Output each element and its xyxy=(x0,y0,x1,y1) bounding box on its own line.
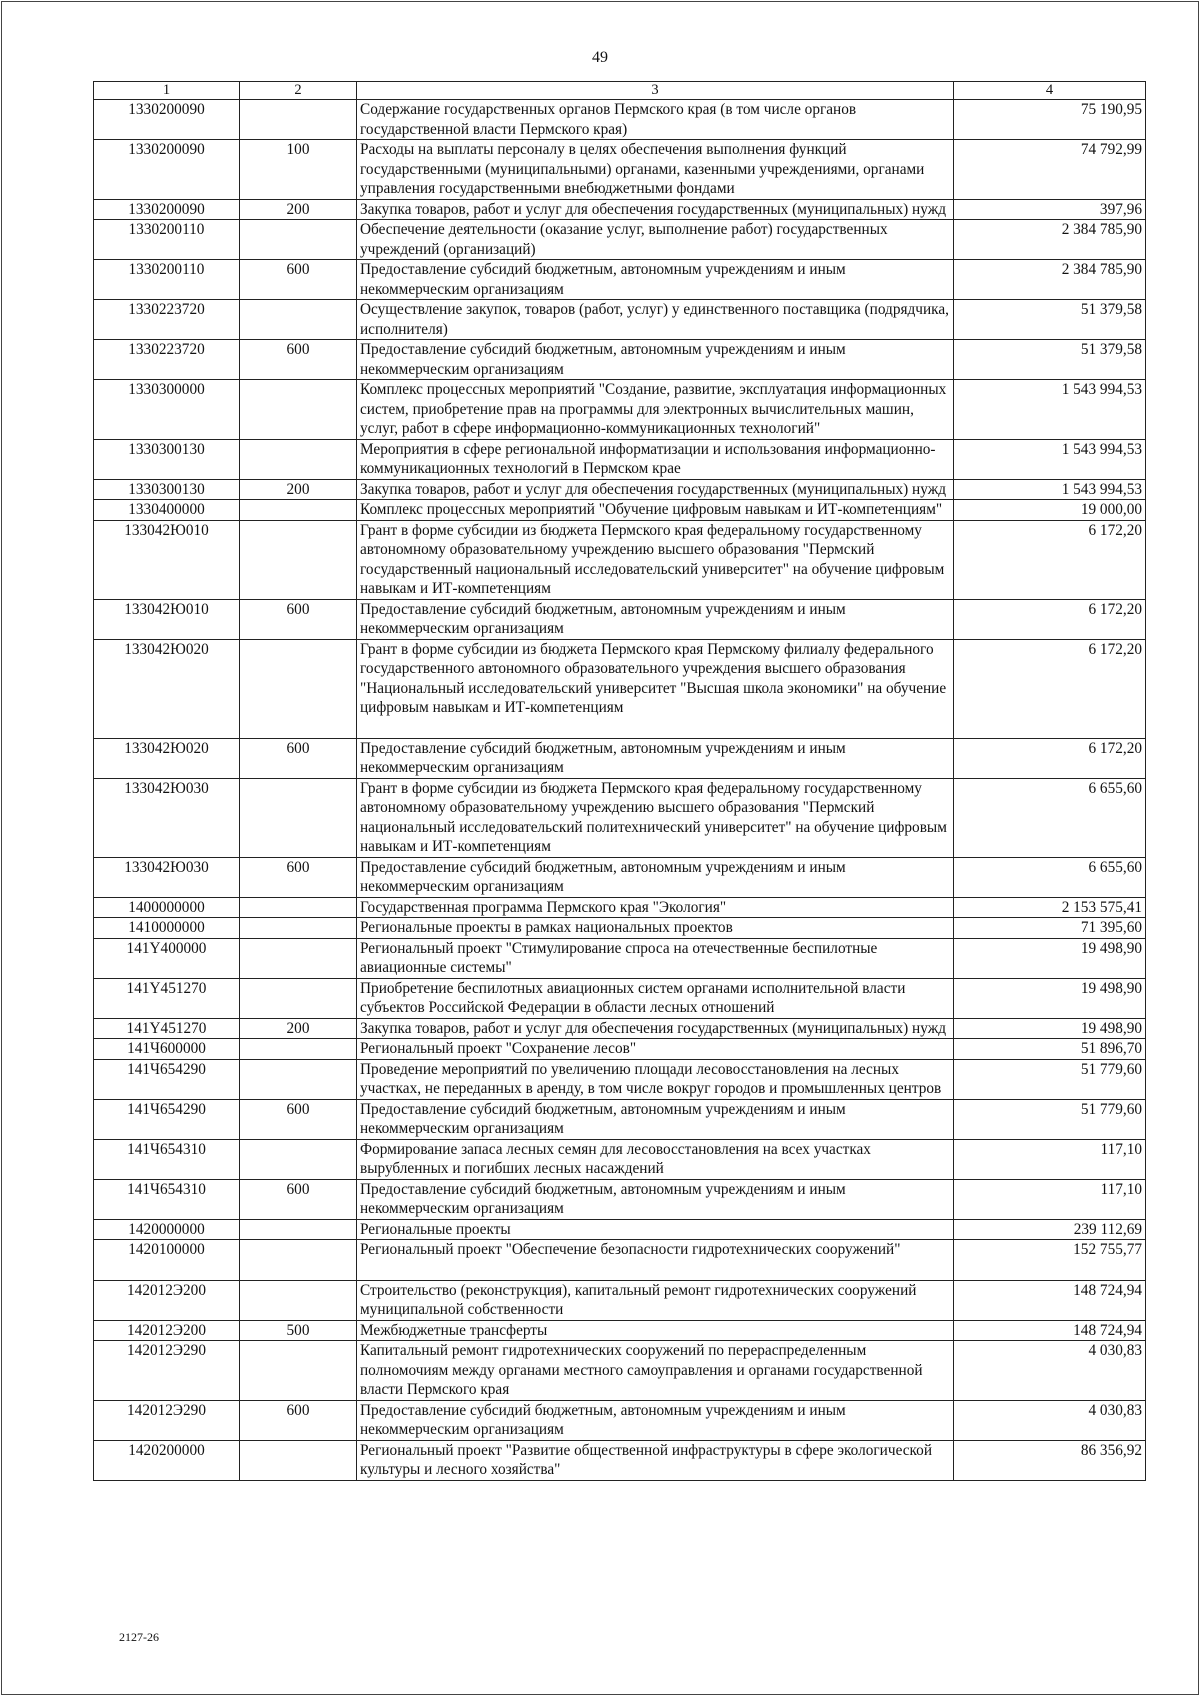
table-row xyxy=(94,260,1146,300)
amount-cell: 6 172,20 xyxy=(954,520,1146,599)
description-cell: Предоставление субсидий бюджетным, автономным учреждениям и иным некоммерческим организациям xyxy=(357,260,954,300)
code-cell: 1420100000 xyxy=(94,1240,240,1281)
table-row xyxy=(94,857,1146,897)
kind-cell: 200 xyxy=(240,479,357,500)
kind-cell xyxy=(240,1280,357,1320)
kind-cell xyxy=(240,300,357,340)
amount-cell: 2 384 785,90 xyxy=(954,220,1146,260)
amount-cell: 1 543 994,53 xyxy=(954,380,1146,440)
description-cell: Проведение мероприятий по увеличению площади лесовосстановления на лесных участках, не переданных в аренду, в том числе вокруг городов и промышленных центров xyxy=(357,1059,954,1099)
code-cell: 1330223720 xyxy=(94,300,240,340)
code-cell: 142012Э200 xyxy=(94,1320,240,1341)
amount-cell: 2 384 785,90 xyxy=(954,260,1146,300)
table-row xyxy=(94,300,1146,340)
amount-cell: 1 543 994,53 xyxy=(954,479,1146,500)
description-cell: Региональные проекты в рамках национальных проектов xyxy=(357,918,954,939)
table-row xyxy=(94,778,1146,857)
code-cell: 1330200110 xyxy=(94,260,240,300)
code-cell: 133042Ю010 xyxy=(94,599,240,639)
table-row xyxy=(94,1240,1146,1281)
kind-cell: 600 xyxy=(240,1099,357,1139)
description-cell: Комплекс процессных мероприятий "Создание, развитие, эксплуатация информационных систем, приобретение прав на программы для электронных вычислительных машин, услуг, работ в сфере информационно-коммуникационных технологий" xyxy=(357,380,954,440)
amount-cell: 51 779,60 xyxy=(954,1059,1146,1099)
amount-cell: 6 172,20 xyxy=(954,639,1146,738)
description-cell: Предоставление субсидий бюджетным, автономным учреждениям и иным некоммерческим организациям xyxy=(357,738,954,778)
kind-cell xyxy=(240,1440,357,1480)
description-cell: Региональные проекты xyxy=(357,1219,954,1240)
code-cell: 142012Э200 xyxy=(94,1280,240,1320)
amount-cell: 2 153 575,41 xyxy=(954,897,1146,918)
kind-cell: 200 xyxy=(240,1018,357,1039)
code-cell: 1330400000 xyxy=(94,500,240,521)
description-cell: Мероприятия в сфере региональной информатизации и использования информационно-коммуникационных технологий в Пермском крае xyxy=(357,439,954,479)
description-cell: Формирование запаса лесных семян для лесовосстановления на всех участках вырубленных и погибших лесных насаждений xyxy=(357,1139,954,1179)
kind-cell: 500 xyxy=(240,1320,357,1341)
code-cell: 1330200090 xyxy=(94,140,240,200)
table-row xyxy=(94,1039,1146,1060)
kind-cell xyxy=(240,1039,357,1060)
amount-cell: 19 000,00 xyxy=(954,500,1146,521)
kind-cell xyxy=(240,500,357,521)
kind-cell: 600 xyxy=(240,599,357,639)
kind-cell: 600 xyxy=(240,1179,357,1219)
amount-cell: 6 655,60 xyxy=(954,857,1146,897)
code-cell: 133042Ю010 xyxy=(94,520,240,599)
description-cell: Предоставление субсидий бюджетным, автономным учреждениям и иным некоммерческим организациям xyxy=(357,1179,954,1219)
kind-cell: 600 xyxy=(240,260,357,300)
code-cell: 1330200090 xyxy=(94,199,240,220)
description-cell: Региональный проект "Обеспечение безопасности гидротехнических сооружений" xyxy=(357,1240,954,1281)
header-col-4: 4 xyxy=(954,82,1146,100)
code-cell: 1330300130 xyxy=(94,479,240,500)
amount-cell: 117,10 xyxy=(954,1139,1146,1179)
description-cell: Содержание государственных органов Пермского края (в том числе органов государственной власти Пермского края) xyxy=(357,100,954,140)
code-cell: 141Ч654310 xyxy=(94,1179,240,1219)
description-cell: Капитальный ремонт гидротехнических сооружений по перераспределенным полномочиям между органами местного самоуправления и органами государственной власти Пермского края xyxy=(357,1341,954,1401)
amount-cell: 4 030,83 xyxy=(954,1400,1146,1440)
code-cell: 141Ч654290 xyxy=(94,1099,240,1139)
header-row xyxy=(94,82,1146,100)
table-row xyxy=(94,220,1146,260)
kind-cell xyxy=(240,439,357,479)
code-cell: 142012Э290 xyxy=(94,1341,240,1401)
amount-cell: 148 724,94 xyxy=(954,1280,1146,1320)
code-cell: 141Ч654290 xyxy=(94,1059,240,1099)
description-cell: Государственная программа Пермского края "Экология" xyxy=(357,897,954,918)
table-row xyxy=(94,897,1146,918)
kind-cell: 600 xyxy=(240,1400,357,1440)
description-cell: Предоставление субсидий бюджетным, автономным учреждениям и иным некоммерческим организациям xyxy=(357,1099,954,1139)
code-cell: 1420000000 xyxy=(94,1219,240,1240)
amount-cell: 239 112,69 xyxy=(954,1219,1146,1240)
code-cell: 133042Ю030 xyxy=(94,778,240,857)
table-row xyxy=(94,520,1146,599)
kind-cell xyxy=(240,1059,357,1099)
kind-cell xyxy=(240,1139,357,1179)
code-cell: 133042Ю020 xyxy=(94,738,240,778)
table-row xyxy=(94,140,1146,200)
description-cell: Закупка товаров, работ и услуг для обеспечения государственных (муниципальных) нужд xyxy=(357,479,954,500)
description-cell: Осуществление закупок, товаров (работ, услуг) у единственного поставщика (подрядчика, исполнителя) xyxy=(357,300,954,340)
kind-cell xyxy=(240,1341,357,1401)
code-cell: 1330300130 xyxy=(94,439,240,479)
description-cell: Расходы на выплаты персоналу в целях обеспечения выполнения функций государственными (муниципальными) органами, казенными учреждениями, органами управления государственными внебюджетными фондами xyxy=(357,140,954,200)
table-row xyxy=(94,1059,1146,1099)
table-row xyxy=(94,599,1146,639)
amount-cell: 86 356,92 xyxy=(954,1440,1146,1480)
page-number: 49 xyxy=(592,49,608,66)
code-cell: 141Y451270 xyxy=(94,1018,240,1039)
header-col-1: 1 xyxy=(94,82,240,100)
kind-cell xyxy=(240,1219,357,1240)
amount-cell: 152 755,77 xyxy=(954,1240,1146,1281)
code-cell: 141Ч600000 xyxy=(94,1039,240,1060)
description-cell: Региональный проект "Сохранение лесов" xyxy=(357,1039,954,1060)
budget-table xyxy=(93,81,1146,1481)
description-cell: Грант в форме субсидии из бюджета Пермского края федеральному государственному автономному образовательному учреждению высшего образования "Пермский национальный исследовательский политехнический университет" на обучение цифровым навыкам и ИТ-компетенциям xyxy=(357,778,954,857)
amount-cell: 75 190,95 xyxy=(954,100,1146,140)
description-cell: Региональный проект "Развитие общественной инфраструктуры в сфере экологической культуры и лесного хозяйства" xyxy=(357,1440,954,1480)
description-cell: Предоставление субсидий бюджетным, автономным учреждениям и иным некоммерческим организациям xyxy=(357,599,954,639)
description-cell: Строительство (реконструкция), капитальный ремонт гидротехнических сооружений муниципальной собственности xyxy=(357,1280,954,1320)
description-cell: Межбюджетные трансферты xyxy=(357,1320,954,1341)
amount-cell: 19 498,90 xyxy=(954,938,1146,978)
code-cell: 141Y400000 xyxy=(94,938,240,978)
kind-cell xyxy=(240,639,357,738)
description-cell: Закупка товаров, работ и услуг для обеспечения государственных (муниципальных) нужд xyxy=(357,1018,954,1039)
table-row xyxy=(94,938,1146,978)
table-row xyxy=(94,1179,1146,1219)
amount-cell: 51 896,70 xyxy=(954,1039,1146,1060)
table-row xyxy=(94,199,1146,220)
kind-cell xyxy=(240,778,357,857)
table-row xyxy=(94,1099,1146,1139)
amount-cell: 51 379,58 xyxy=(954,300,1146,340)
amount-cell: 6 655,60 xyxy=(954,778,1146,857)
description-cell: Закупка товаров, работ и услуг для обеспечения государственных (муниципальных) нужд xyxy=(357,199,954,220)
kind-cell: 200 xyxy=(240,199,357,220)
amount-cell: 51 379,58 xyxy=(954,340,1146,380)
description-cell: Приобретение беспилотных авиационных систем органами исполнительной власти субъектов Российской Федерации в области лесных отношений xyxy=(357,978,954,1018)
code-cell: 1330200090 xyxy=(94,100,240,140)
code-cell: 1330200110 xyxy=(94,220,240,260)
header-col-3: 3 xyxy=(357,82,954,100)
code-cell: 142012Э290 xyxy=(94,1400,240,1440)
kind-cell xyxy=(240,938,357,978)
table-row xyxy=(94,380,1146,440)
kind-cell: 600 xyxy=(240,857,357,897)
table-row xyxy=(94,100,1146,140)
kind-cell xyxy=(240,918,357,939)
description-cell: Предоставление субсидий бюджетным, автономным учреждениям и иным некоммерческим организациям xyxy=(357,857,954,897)
amount-cell: 1 543 994,53 xyxy=(954,439,1146,479)
table-row xyxy=(94,1139,1146,1179)
code-cell: 133042Ю030 xyxy=(94,857,240,897)
table-row xyxy=(94,1320,1146,1341)
description-cell: Обеспечение деятельности (оказание услуг, выполнение работ) государственных учреждений (организаций) xyxy=(357,220,954,260)
table-row xyxy=(94,340,1146,380)
kind-cell xyxy=(240,978,357,1018)
description-cell: Предоставление субсидий бюджетным, автономным учреждениям и иным некоммерческим организациям xyxy=(357,340,954,380)
kind-cell xyxy=(240,1240,357,1281)
table-row xyxy=(94,439,1146,479)
table-row xyxy=(94,1341,1146,1401)
kind-cell: 600 xyxy=(240,340,357,380)
amount-cell: 74 792,99 xyxy=(954,140,1146,200)
kind-cell xyxy=(240,520,357,599)
amount-cell: 397,96 xyxy=(954,199,1146,220)
code-cell: 1400000000 xyxy=(94,897,240,918)
amount-cell: 4 030,83 xyxy=(954,1341,1146,1401)
code-cell: 1420200000 xyxy=(94,1440,240,1480)
amount-cell: 148 724,94 xyxy=(954,1320,1146,1341)
code-cell: 1410000000 xyxy=(94,918,240,939)
description-cell: Комплекс процессных мероприятий "Обучение цифровым навыкам и ИТ-компетенциям" xyxy=(357,500,954,521)
document-code: 2127-26 xyxy=(119,1630,159,1644)
kind-cell xyxy=(240,100,357,140)
code-cell: 1330223720 xyxy=(94,340,240,380)
table-row xyxy=(94,918,1146,939)
table-row xyxy=(94,1018,1146,1039)
code-cell: 141Y451270 xyxy=(94,978,240,1018)
amount-cell: 117,10 xyxy=(954,1179,1146,1219)
kind-cell: 600 xyxy=(240,738,357,778)
amount-cell: 51 779,60 xyxy=(954,1099,1146,1139)
amount-cell: 6 172,20 xyxy=(954,738,1146,778)
table-row xyxy=(94,738,1146,778)
table-row xyxy=(94,1219,1146,1240)
table-row xyxy=(94,639,1146,738)
amount-cell: 19 498,90 xyxy=(954,1018,1146,1039)
code-cell: 141Ч654310 xyxy=(94,1139,240,1179)
kind-cell xyxy=(240,220,357,260)
code-cell: 133042Ю020 xyxy=(94,639,240,738)
amount-cell: 19 498,90 xyxy=(954,978,1146,1018)
amount-cell: 6 172,20 xyxy=(954,599,1146,639)
table-row xyxy=(94,1280,1146,1320)
description-cell: Грант в форме субсидии из бюджета Пермского края федеральному государственному автономному образовательному учреждению высшего образования "Пермский государственный национальный исследовательский университет" на обучение цифровым навыкам и ИТ-компетенциям xyxy=(357,520,954,599)
code-cell: 1330300000 xyxy=(94,380,240,440)
description-cell: Региональный проект "Стимулирование спроса на отечественные беспилотные авиационные системы" xyxy=(357,938,954,978)
kind-cell: 100 xyxy=(240,140,357,200)
table-row xyxy=(94,978,1146,1018)
header-col-2: 2 xyxy=(240,82,357,100)
table-row xyxy=(94,1440,1146,1480)
description-cell: Грант в форме субсидии из бюджета Пермского края Пермскому филиалу федерального государственного автономного образовательного учреждения высшего образования "Национальный исследовательский университет "Высшая школа экономики" на обучение цифровым навыкам и ИТ-компетенциям xyxy=(357,639,954,738)
amount-cell: 71 395,60 xyxy=(954,918,1146,939)
kind-cell xyxy=(240,380,357,440)
table-row xyxy=(94,1400,1146,1440)
table-row xyxy=(94,500,1146,521)
table-row xyxy=(94,479,1146,500)
kind-cell xyxy=(240,897,357,918)
description-cell: Предоставление субсидий бюджетным, автономным учреждениям и иным некоммерческим организациям xyxy=(357,1400,954,1440)
